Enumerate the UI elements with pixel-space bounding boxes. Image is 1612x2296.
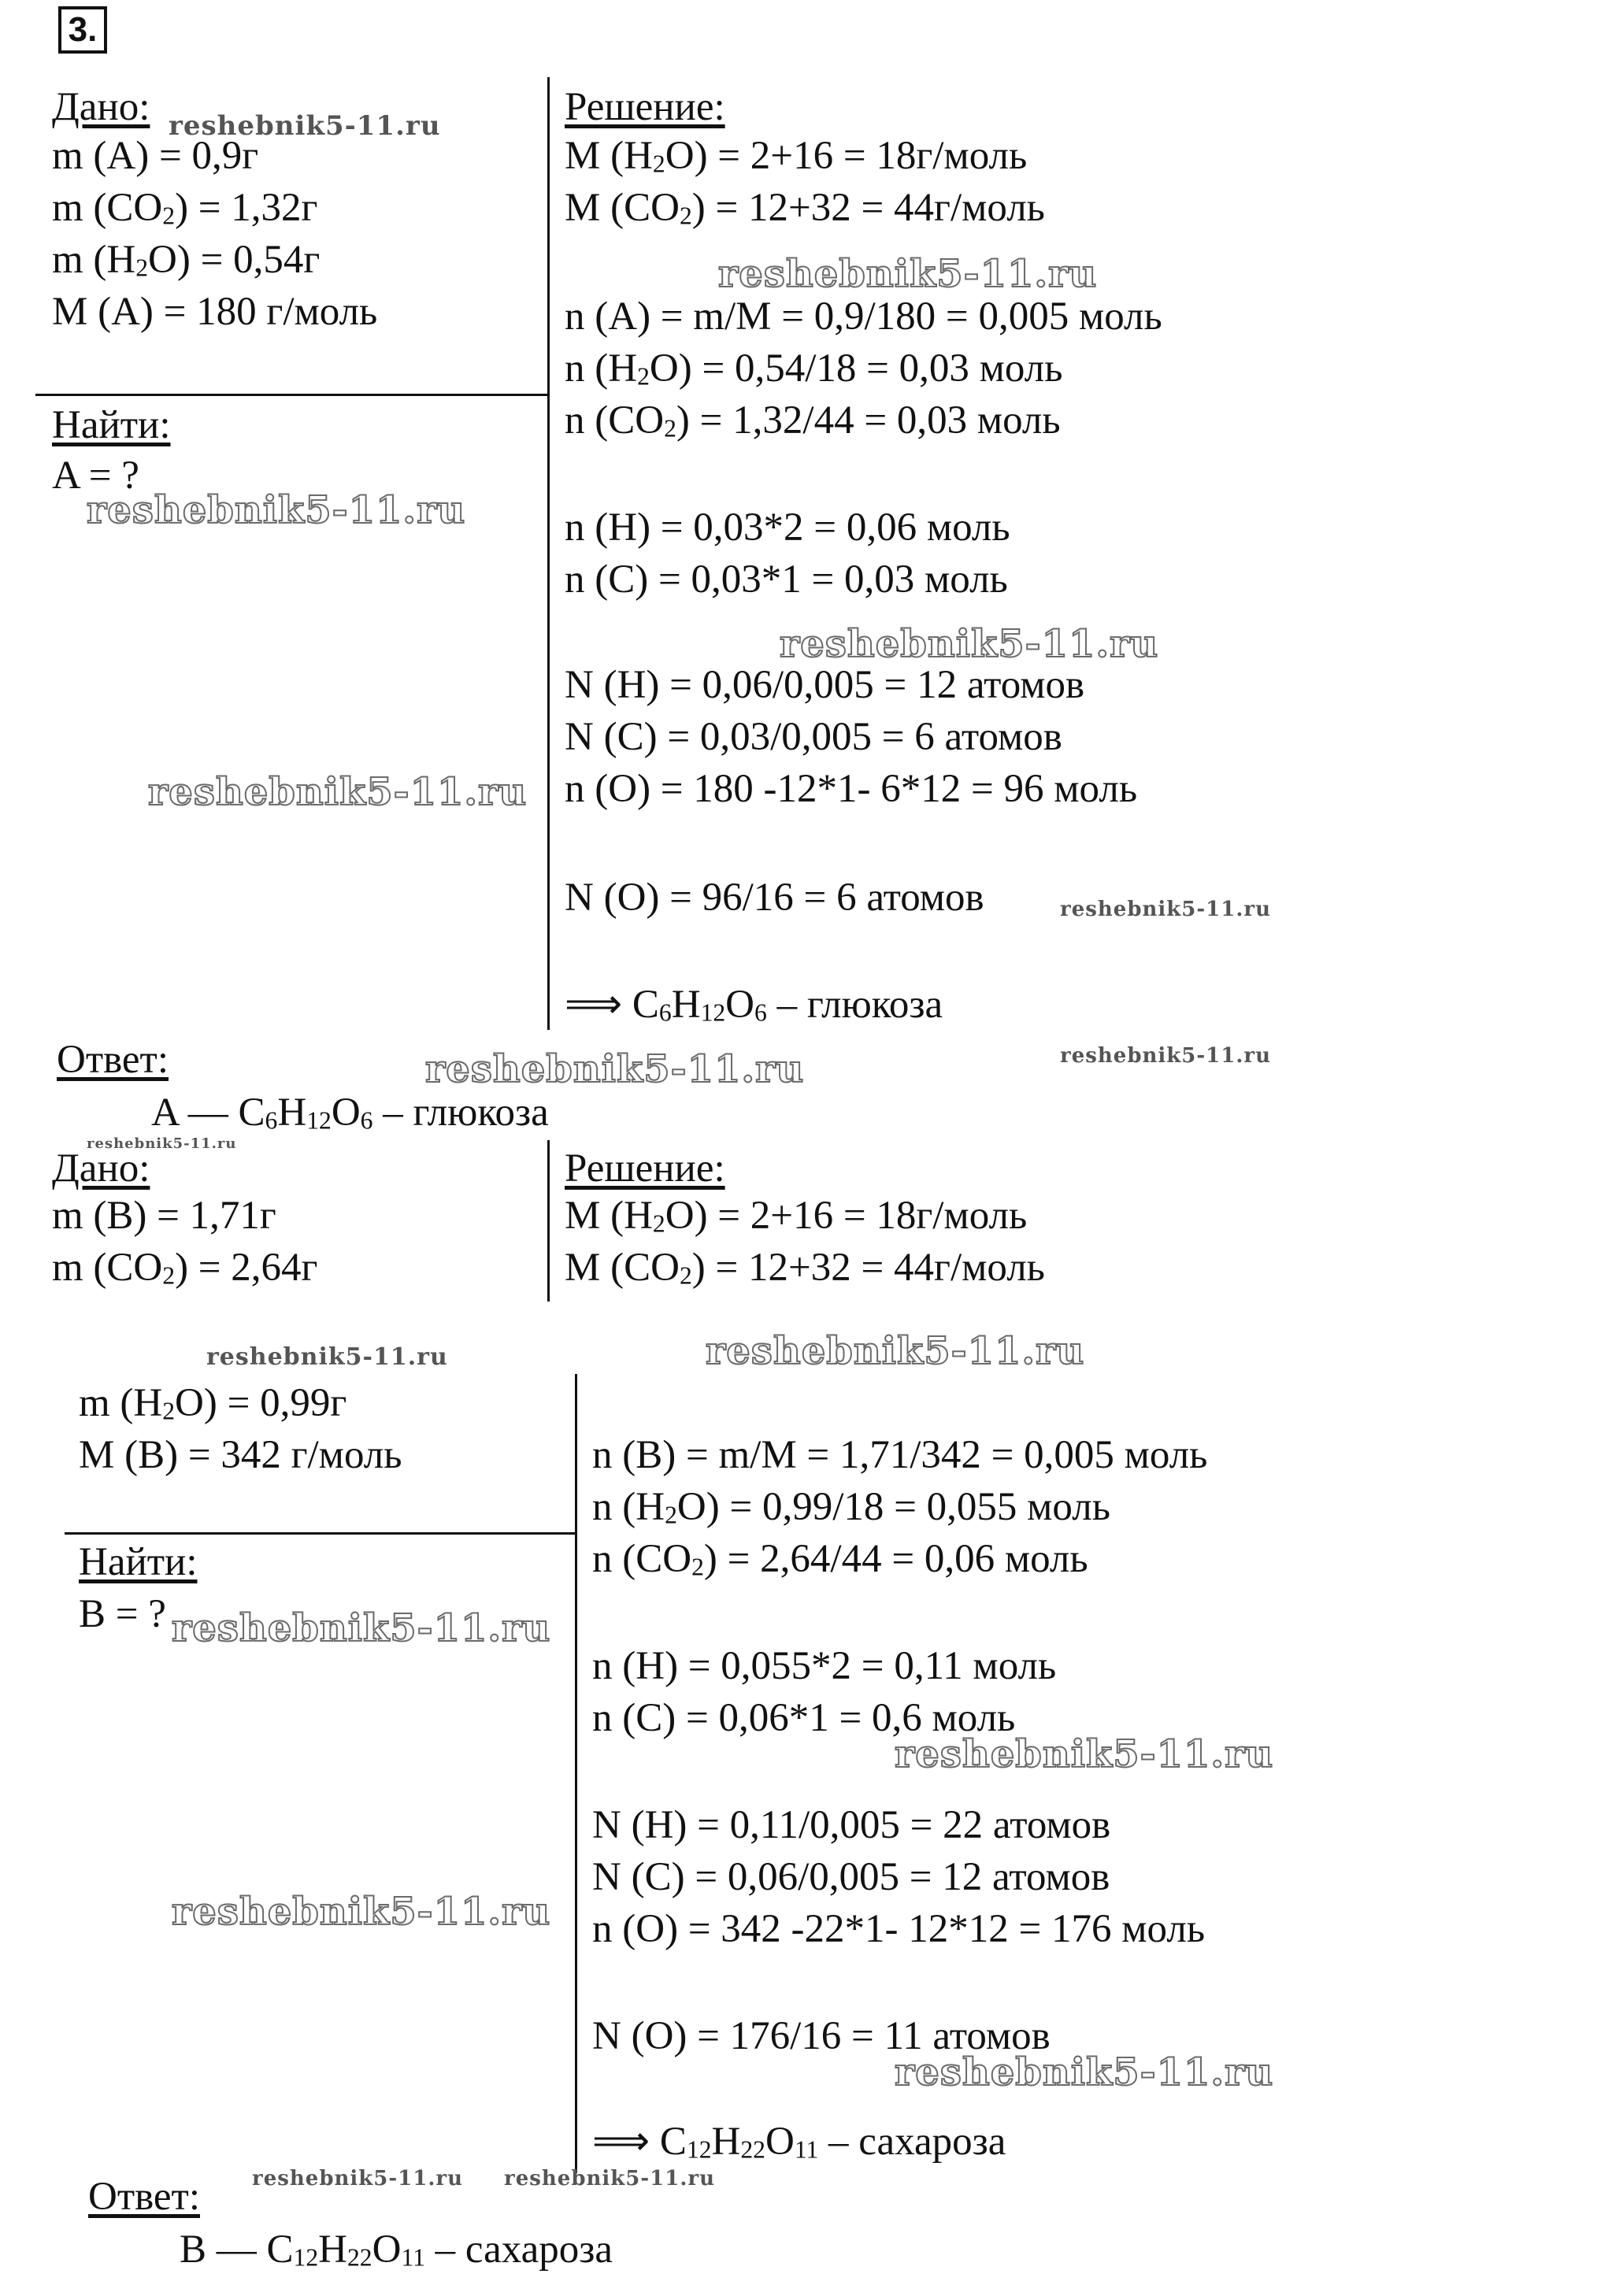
conclusion-2	[592, 2118, 1006, 2165]
text-line: M $(CO_2) = 12+32$ = 44г/моль	[565, 186, 1045, 230]
watermark: reshebnik5-11.ru	[706, 1329, 1085, 1373]
text-line: M $(H_2O) = 2+16$ = 18г/моль	[565, 134, 1028, 178]
text-line: n $(CO_2) = 1,32/44 = 0,03$ моль	[565, 398, 1061, 443]
text-line: M $(H_2O) = 2+16$ = 18г/моль	[565, 1194, 1028, 1238]
text-line: m $(CO_2) = 2,64г$	[52, 1246, 318, 1290]
solution-molar-2	[565, 1192, 1045, 1296]
watermark: reshebnik5-11.ru	[172, 1890, 551, 1934]
divider-vertical-2b	[575, 1374, 577, 2173]
watermark: reshebnik5-11.ru	[148, 770, 528, 814]
formula-glucose: $C_6H_{12}O_6$ – глюкоза	[632, 983, 943, 1027]
watermark: reshebnik5-11.ru	[169, 110, 441, 142]
watermark: reshebnik5-11.ru	[206, 1343, 448, 1371]
given-list-2b	[79, 1379, 402, 1483]
implies-arrow-icon: ⟹	[592, 2118, 650, 2165]
text-line: n (C) = 0,03*1 = 0,03 моль	[565, 557, 1008, 602]
text-line: m (A) = 0,9г	[52, 134, 259, 178]
watermark: reshebnik5-11.ru	[718, 252, 1098, 296]
text-line: M $(CO_2) = 12+32$ = 44г/моль	[565, 1246, 1045, 1290]
text-line: n (A) = m/M = 0,9/180 = 0,005 моль	[565, 294, 1162, 339]
solution-atoms-2	[592, 1802, 1205, 1957]
conclusion-1	[565, 981, 943, 1028]
solution-elements-1	[565, 504, 1010, 608]
text-line: M (B) = 342 г/моль	[79, 1433, 402, 1477]
text-line: N (H) = 0,06/0,005 = 12 атомов	[565, 663, 1085, 707]
divider-vertical-2a	[547, 1140, 550, 1302]
find-value-1: A = ?	[52, 454, 139, 498]
watermark: reshebnik5-11.ru	[895, 1732, 1274, 1776]
solution-header-1: Решение:	[565, 85, 725, 129]
text-line: m $(H_2O) = 0,54г$	[52, 238, 321, 282]
text-line: m $(H_2O) = 0,99г$	[79, 1381, 347, 1425]
solution-moles-1	[565, 293, 1162, 449]
watermark: reshebnik5-11.ru	[1060, 1044, 1272, 1068]
divider-horizontal-2	[65, 1532, 576, 1535]
solution-oxygen-atoms-2: N (O) = 176/16 = 11 атомов	[592, 2014, 1051, 2058]
given-header-1: Дано:	[52, 85, 150, 129]
answer-header-1: Ответ:	[57, 1038, 169, 1082]
watermark: reshebnik5-11.ru	[87, 488, 466, 532]
text-line: n (O) = 180 -12*1- 6*12 = 96 моль	[565, 767, 1138, 811]
given-list-1	[52, 132, 377, 340]
text-line: n (H) = 0,055*2 = 0,11 моль	[592, 1644, 1057, 1688]
answer-2: B — $C_{12}H_{22}O_{11}$ – сахароза	[180, 2227, 613, 2272]
find-header-2: Найти:	[79, 1540, 198, 1584]
solution-oxygen-atoms-1: N (O) = 96/16 = 6 атомов	[565, 876, 984, 920]
text-line: n $(H_2O) = 0,54/18 = 0,03$ моль	[565, 346, 1063, 391]
divider-vertical-1	[547, 77, 550, 1030]
solution-header-2: Решение:	[565, 1146, 725, 1191]
watermark: reshebnik5-11.ru	[172, 1606, 551, 1650]
find-value-2: B = ?	[79, 1592, 166, 1636]
text-line: M (A) = 180 г/моль	[52, 290, 378, 334]
watermark: reshebnik5-11.ru	[1060, 898, 1272, 921]
implies-arrow-icon: ⟹	[565, 981, 623, 1028]
text-line: n (O) = 342 -22*1- 12*12 = 176 моль	[592, 1907, 1206, 1951]
text-line: m (B) = 1,71г	[52, 1194, 276, 1238]
watermark: reshebnik5-11.ru	[252, 2167, 464, 2190]
text-line: n (H) = 0,03*2 = 0,06 моль	[565, 505, 1010, 550]
text-line: n (B) = m/M = 1,71/342 = 0,005 моль	[592, 1433, 1208, 1477]
answer-1: A — $C_6H_{12}O_6$ – глюкоза	[151, 1091, 549, 1135]
text-line: N (H) = 0,11/0,005 = 22 атомов	[592, 1803, 1111, 1847]
watermark: reshebnik5-11.ru	[425, 1047, 805, 1091]
solution-atoms-1	[565, 661, 1137, 817]
find-header-1: Найти:	[52, 403, 171, 447]
formula-sucrose: $C_{12}H_{22}O_{11}$ – сахароза	[659, 2120, 1006, 2164]
watermark: reshebnik5-11.ru	[87, 1135, 237, 1152]
divider-horizontal-1	[35, 394, 549, 396]
solution-moles-2	[592, 1431, 1207, 1587]
text-line: n $(H_2O) = 0,99/18 = 0,055$ моль	[592, 1485, 1110, 1529]
text-line: N (C) = 0,06/0,005 = 12 атомов	[592, 1855, 1110, 1899]
text-line: N (C) = 0,03/0,005 = 6 атомов	[565, 715, 1062, 759]
given-header-2: Дано:	[52, 1146, 150, 1191]
solution-elements-2	[592, 1642, 1056, 1746]
answer-header-2: Ответ:	[88, 2175, 200, 2219]
given-list-2a	[52, 1192, 317, 1296]
watermark: reshebnik5-11.ru	[895, 2050, 1274, 2094]
text-line: m $(CO_2) = 1,32г$	[52, 186, 318, 230]
text-line: n (C) = 0,06*1 = 0,6 моль	[592, 1696, 1016, 1740]
problem-number: 3.	[58, 6, 107, 54]
watermark: reshebnik5-11.ru	[780, 622, 1159, 666]
solution-molar-1	[565, 132, 1045, 236]
watermark: reshebnik5-11.ru	[504, 2167, 716, 2190]
text-line: n $(CO_2) = 2,64/44 = 0,06$ моль	[592, 1537, 1088, 1581]
